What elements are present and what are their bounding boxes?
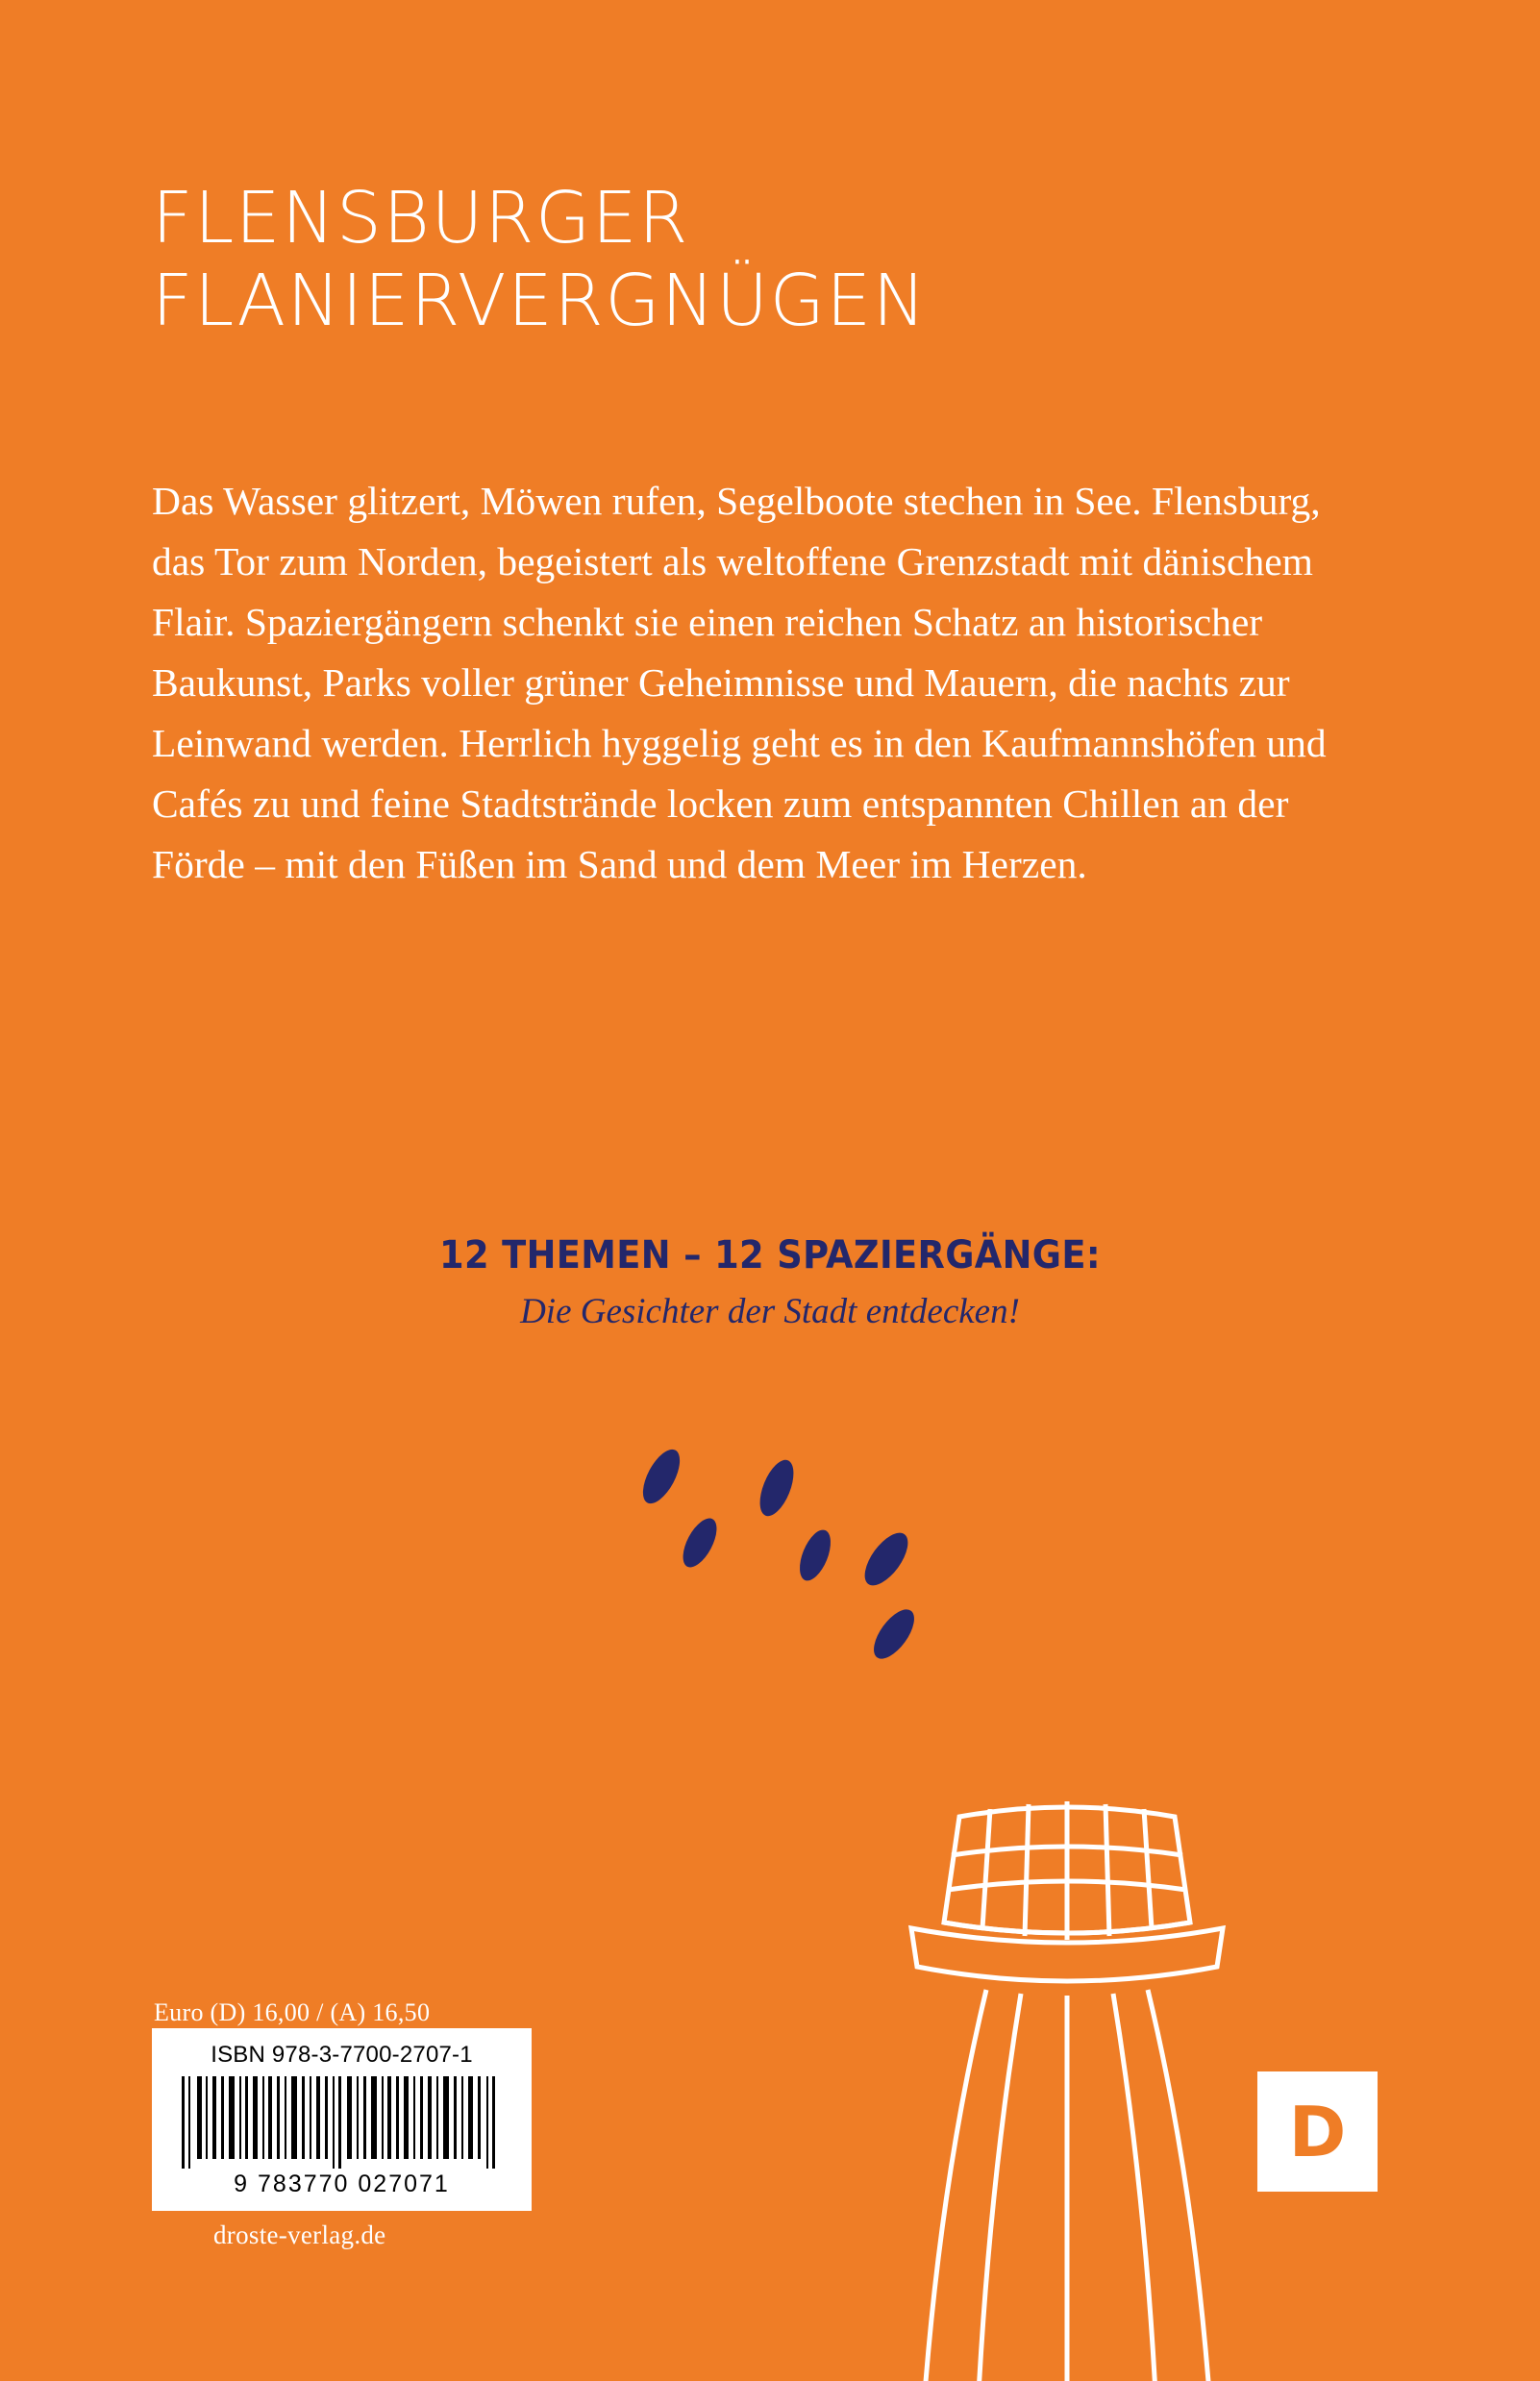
blurb-text: Das Wasser glitzert, Möwen rufen, Segelboote stechen in See. Flensburg, das Tor zum Norden, begeistert als weltoffene Grenzstadt mit dänischem Flair. Spaziergängern schenkt sie einen reichen Schatz an historischer Baukunst, Parks voller grüner Geheimnisse und Mauern, die nachts zur Leinwand werden. Herrlich hyggelig geht es in den Kaufmannshöfen und Cafés zu und feine Stadtstrände locken zum entspannten Chillen an der Förde – mit den Füßen im Sand und dem Meer im Herzen. (152, 479, 1327, 887)
barcode-digits: 9 783770 027071 (234, 2170, 450, 2197)
publisher-logo-letter: D (1288, 2091, 1347, 2172)
isbn-label: ISBN 978-3-7700-2707-1 (211, 2042, 473, 2068)
price-text: Euro (D) 16,00 / (A) 16,50 (154, 1998, 431, 2026)
barcode (152, 2028, 532, 2211)
barcode-bars (176, 2076, 508, 2169)
publisher-url: droste-verlag.de (213, 2220, 386, 2249)
themes-heading: 12 THEMEN – 12 SPAZIERGÄNGE: (439, 1233, 1101, 1277)
themes-block (0, 1233, 1540, 1332)
title-line-2: FLANIERVERGNÜGEN (152, 259, 928, 342)
footprints-icon (615, 1442, 1096, 1711)
water-tower-illustration (798, 1759, 1336, 2381)
title-line-1: FLENSBURGER (152, 177, 689, 260)
themes-subheading: Die Gesichter der Stadt entdecken! (520, 1292, 1020, 1331)
publisher-logo (1257, 2071, 1378, 2192)
page-title (152, 178, 1286, 343)
